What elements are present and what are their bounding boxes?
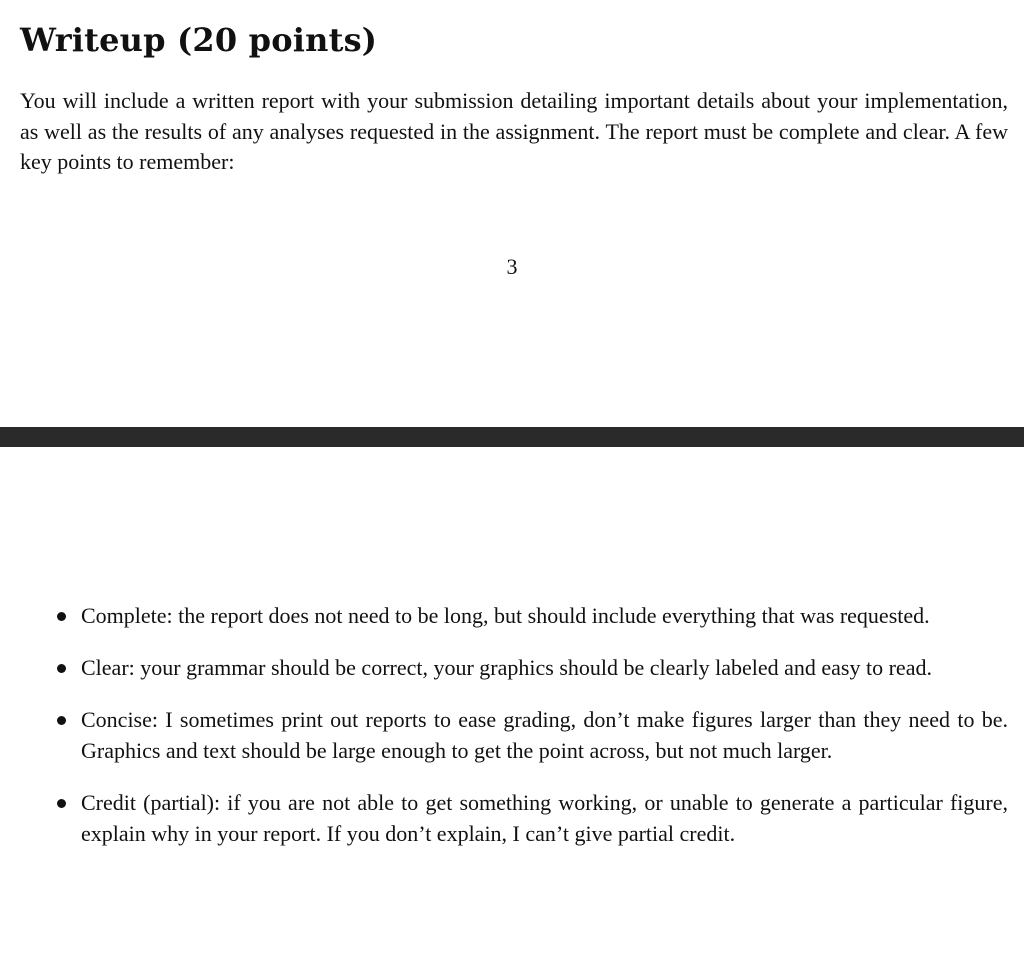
page-number: 3: [506, 254, 518, 279]
page-top: [0, 0, 1024, 428]
list-item-concise: [0, 704, 1024, 766]
list-item-clear: [0, 652, 1024, 683]
list-item-text: Complete: the report does not need to be long, but should include everything that was requested.: [81, 603, 930, 628]
list-item-complete: [0, 600, 1024, 631]
section-title: Writeup (20 points): [20, 21, 378, 59]
list-item-text: Credit (partial): if you are not able to get something working, or unable to generate a particular figure, explain why in your report. If you don’t explain, I can’t give partial credit.: [81, 790, 1008, 846]
bullet-icon: [57, 612, 66, 621]
bullet-icon: [57, 799, 66, 808]
list-item-text: Clear: your grammar should be correct, your graphics should be clearly labeled and easy to read.: [81, 655, 932, 680]
intro-paragraph: You will include a written report with your submission detailing important details about your implementation, as well as the results of any analyses requested in the assignment. The report must be complete and clear. A few key points to remember:: [20, 88, 1008, 174]
list-item-credit: [0, 787, 1024, 849]
bullet-icon: [57, 716, 66, 725]
bullet-icon: [57, 664, 66, 673]
page-divider: [0, 427, 1024, 447]
list-item-text: Concise: I sometimes print out reports to ease grading, don’t make figures larger than they need to be. Graphics and text should be large enough to get the point across, but not much larger.: [81, 707, 1008, 763]
key-points-list: [0, 600, 1024, 870]
